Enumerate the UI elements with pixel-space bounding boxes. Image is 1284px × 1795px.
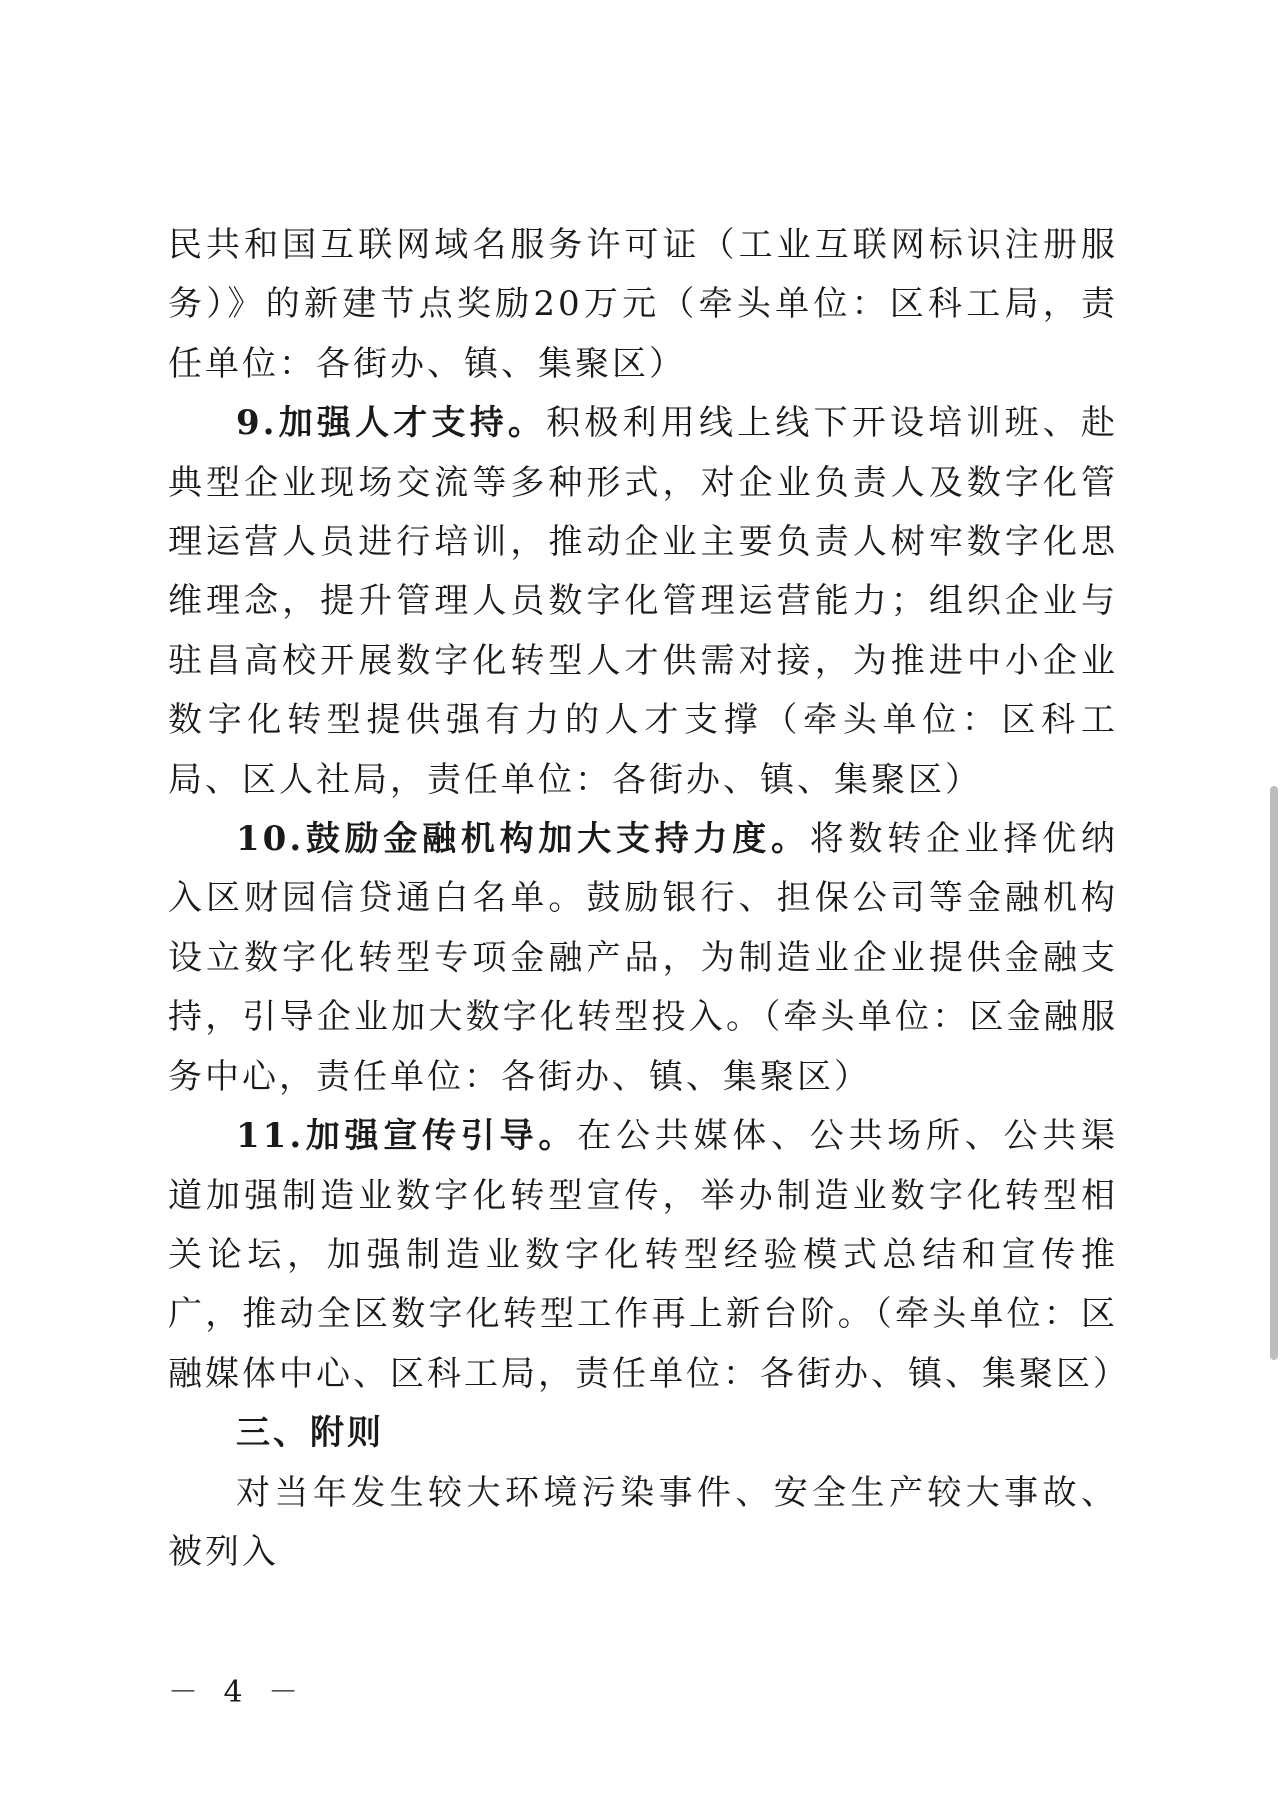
section-heading: 三、附则 [236,1413,384,1454]
paragraph-text: 在公共媒体、公共场所、公共渠道加强制造业数字化转型宣传，举办制造业数字化转型相关论坛，加强制造业数字化转型经验模式总结和宣传推广，推动全区数字化转型工作再上新台阶。（牵头单位：区融媒体中心、区科工局，责任单位：各街办、镇、集聚区） [168,1116,1130,1394]
scrollbar-thumb[interactable] [1270,786,1278,1360]
page-number: － 4 － [168,1675,307,1710]
paragraph-financial-support [168,810,1118,1107]
paragraph-publicity [168,1107,1130,1404]
paragraph-closing [168,1464,1118,1583]
paragraph-text: 民共和国互联网域名服务许可证（工业互联网标识注册服务）》的新建节点奖励20万元（牵头单位：区科工局，责任单位：各街办、镇、集聚区） [168,225,1118,384]
paragraph-lead-heading: 11.加强宣传引导。 [236,1116,578,1157]
paragraph-text: 积极利用线上线下开设培训班、赴典型企业现场交流等多种形式，对企业负责人及数字化管理运营人员进行培训，推动企业主要负责人树牢数字化思维理念，提升管理人员数字化管理运营能力；组织企业与驻昌高校开展数字化转型人才供需对接，为推进中小企业数字化转型提供强有力的人才支撑（牵头单位：区科工局、区人社局，责任单位：各街办、镇、集聚区） [168,403,1119,800]
paragraph-continuation [168,216,1118,394]
paragraph-text: 对当年发生较大环境污染事件、安全生产较大事故、被列入 [168,1472,1118,1572]
paragraph-lead-heading: 9.加强人才支持。 [236,403,547,444]
document-body [168,216,1130,1582]
paragraph-lead-heading: 10.鼓励金融机构加大支持力度。 [236,819,810,860]
paragraph-text: 将数转企业择优纳入区财园信贷通白名单。鼓励银行、担保公司等金融机构设立数字化转型专项金融产品，为制造业企业提供金融支持，引导企业加大数字化转型投入。（牵头单位：区金融服务中心，责任单位：各街办、镇、集聚区） [168,819,1118,1097]
paragraph-talent-support [168,394,1118,810]
